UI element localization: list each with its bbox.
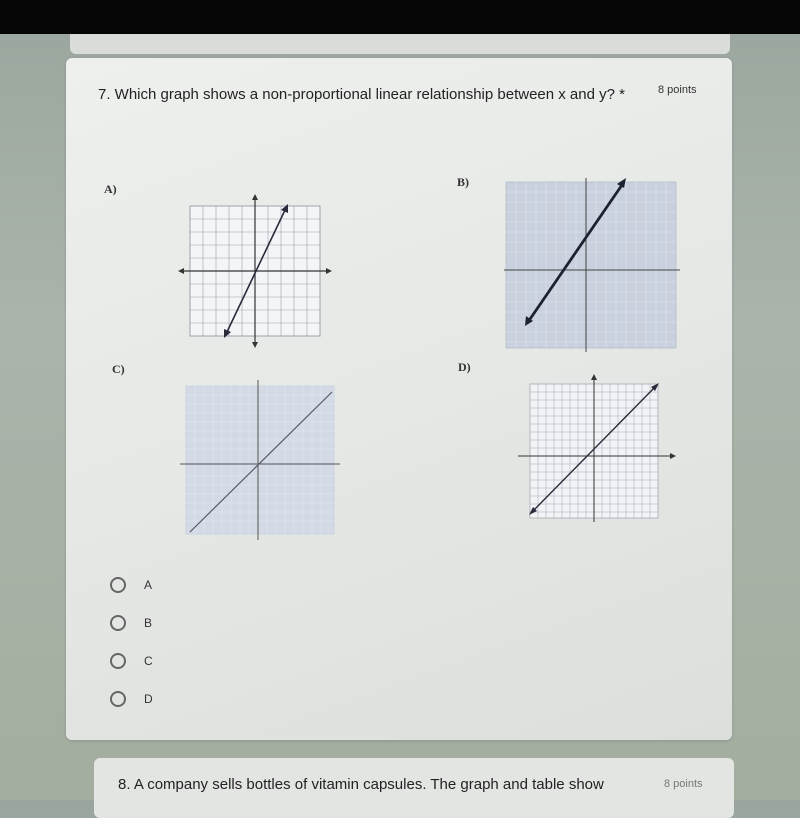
graph-b [504, 178, 680, 352]
next-question-text: 8. A company sells bottles of vitamin capsules. The graph and table show [118, 776, 604, 793]
option-c-label: C [144, 654, 153, 668]
radio-d[interactable] [110, 691, 126, 707]
graph-c [180, 380, 340, 540]
graph-c-label: C) [112, 362, 125, 376]
graph-d [518, 372, 678, 522]
graph-b-label: B) [457, 175, 469, 189]
graph-a [176, 192, 336, 352]
option-b[interactable] [110, 604, 153, 642]
question-text: 7. Which graph shows a non-proportional linear relationship between x and y? * [98, 86, 625, 103]
question-points: 8 points [658, 84, 697, 96]
option-a[interactable] [110, 566, 153, 604]
radio-a[interactable] [110, 577, 126, 593]
option-d-label: D [144, 692, 153, 706]
option-c[interactable] [110, 642, 153, 680]
previous-question-card [70, 34, 730, 54]
option-a-label: A [144, 578, 153, 592]
graph-d-label: D) [458, 360, 471, 374]
radio-c[interactable] [110, 653, 126, 669]
radio-b[interactable] [110, 615, 126, 631]
option-b-label: B [144, 616, 153, 630]
top-bar [0, 0, 800, 34]
answer-options [110, 566, 153, 718]
next-question-points: 8 points [664, 778, 703, 790]
graph-a-label: A) [104, 182, 117, 196]
option-d[interactable] [110, 680, 153, 718]
